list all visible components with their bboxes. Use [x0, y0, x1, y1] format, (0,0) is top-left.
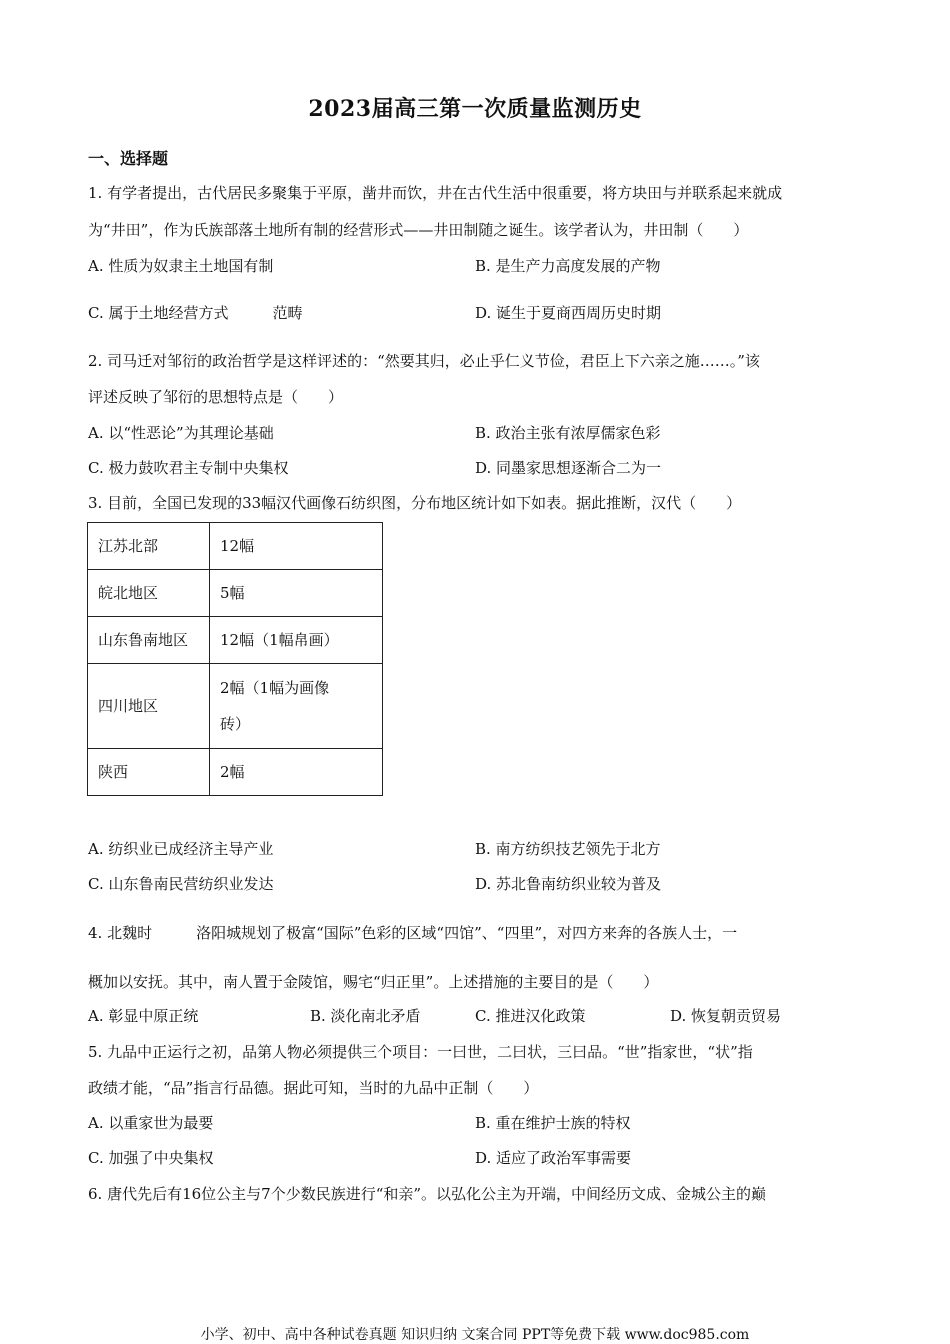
q1-option-c-part2: 范畴: [272, 304, 303, 322]
q4-option-a: A. 彰显中原正统: [88, 1007, 199, 1025]
table-cell-count: 12幅（1幅帛画）: [210, 617, 383, 664]
table-row: [88, 664, 383, 749]
q1-option-d: D. 诞生于夏商西周历史时期: [475, 304, 662, 322]
q4-option-d: D. 恢复朝贡贸易: [670, 1007, 782, 1025]
q1-stem-line1: 1. 有学者提出，古代居民多聚集于平原，凿井而饮，井在古代生活中很重要，将方块田与并联系起来就成: [88, 184, 783, 202]
q2-option-a: A. 以“性恶论”为其理论基础: [88, 424, 274, 442]
table-cell-region: 四川地区: [88, 664, 210, 749]
q1-option-a: A. 性质为奴隶主土地国有制: [88, 257, 274, 275]
table-cell-count: [210, 664, 383, 749]
table-row: [88, 570, 383, 617]
q3-option-a: A. 纺织业已成经济主导产业: [88, 840, 274, 858]
table-cell-region: 皖北地区: [88, 570, 210, 617]
q1-stem-line2: 为“井田”，作为氏族部落土地所有制的经营形式——井田制随之诞生。该学者认为，井田制（ ）: [88, 221, 749, 239]
q4-option-c: C. 推进汉化政策: [475, 1007, 586, 1025]
table-cell-count-line1: 2幅（1幅为画像: [220, 679, 330, 697]
section-heading: 一、选择题: [88, 149, 169, 168]
table-row: [88, 617, 383, 664]
q6-stem-line1: 6. 唐代先后有16位公主与7个少数民族进行“和亲”。以弘化公主为开端，中间经历文成、金城公主的巅: [88, 1185, 767, 1203]
q5-option-b: B. 重在维护士族的特权: [475, 1114, 631, 1132]
table-cell-region: 山东鲁南地区: [88, 617, 210, 664]
table-cell-count-line2: 砖）: [220, 715, 251, 733]
q2-option-c: C. 极力鼓吹君主专制中央集权: [88, 459, 289, 477]
q5-stem-line1: 5. 九品中正运行之初，品第人物必须提供三个项目：一曰世，二曰状，三曰品。“世”指家世，“状”指: [88, 1043, 753, 1061]
q5-option-d: D. 适应了政治军事需要: [475, 1149, 632, 1167]
q2-stem-line1: 2. 司马迁对邹衍的政治哲学是这样评述的：“然要其归，必止乎仁义节俭，君臣上下六亲之施……。”该: [88, 352, 760, 370]
textile-distribution-table: [87, 522, 383, 796]
table-row: [88, 749, 383, 796]
table-cell-region: 陕西: [88, 749, 210, 796]
q4-stem-line2: 概加以安抚。其中，南人置于金陵馆，赐宅“归正里”。上述措施的主要目的是（ ）: [88, 973, 659, 991]
q3-stem-line1: 3. 目前，全国已发现的33幅汉代画像石纺织图，分布地区统计如下如表。据此推断，汉代（ ）: [88, 494, 742, 512]
q1-option-c: [88, 302, 303, 323]
q4-option-b: B. 淡化南北矛盾: [310, 1007, 421, 1025]
table-row: [88, 523, 383, 570]
q5-option-a: A. 以重家世为最要: [88, 1114, 214, 1132]
q4-stem-line1: [88, 922, 737, 943]
q1-option-b: B. 是生产力高度发展的产物: [475, 257, 661, 275]
q2-option-b: B. 政治主张有浓厚儒家色彩: [475, 424, 661, 442]
table-cell-region: 江苏北部: [88, 523, 210, 570]
q3-option-c: C. 山东鲁南民营纺织业发达: [88, 875, 274, 893]
q2-option-d: D. 同墨家思想逐渐合二为一: [475, 459, 662, 477]
q3-option-d: D. 苏北鲁南纺织业较为普及: [475, 875, 662, 893]
table-cell-count: 5幅: [210, 570, 383, 617]
page-footer: 小学、初中、高中各种试卷真题 知识归纳 文案合同 PPT等免费下载 www.doc985.com: [200, 1327, 750, 1343]
q4-stem-rest: 洛阳城规划了极富“国际”色彩的区域“四馆”、“四里”，对四方来奔的各族人士，一: [196, 924, 738, 942]
q5-option-c: C. 加强了中央集权: [88, 1149, 214, 1167]
q3-option-b: B. 南方纺织技艺领先于北方: [475, 840, 661, 858]
page-title: 2023届高三第一次质量监测历史: [308, 96, 642, 122]
table-cell-count: 2幅: [210, 749, 383, 796]
table-cell-count: 12幅: [210, 523, 383, 570]
q5-stem-line2: 政绩才能，“品”指言行品德。据此可知，当时的九品中正制（ ）: [88, 1079, 539, 1097]
q2-stem-line2: 评述反映了邹衍的思想特点是（ ）: [88, 388, 344, 406]
q4-stem-prefix: 4. 北魏时: [88, 924, 153, 942]
q1-option-c-part1: C. 属于土地经营方式: [88, 304, 229, 322]
